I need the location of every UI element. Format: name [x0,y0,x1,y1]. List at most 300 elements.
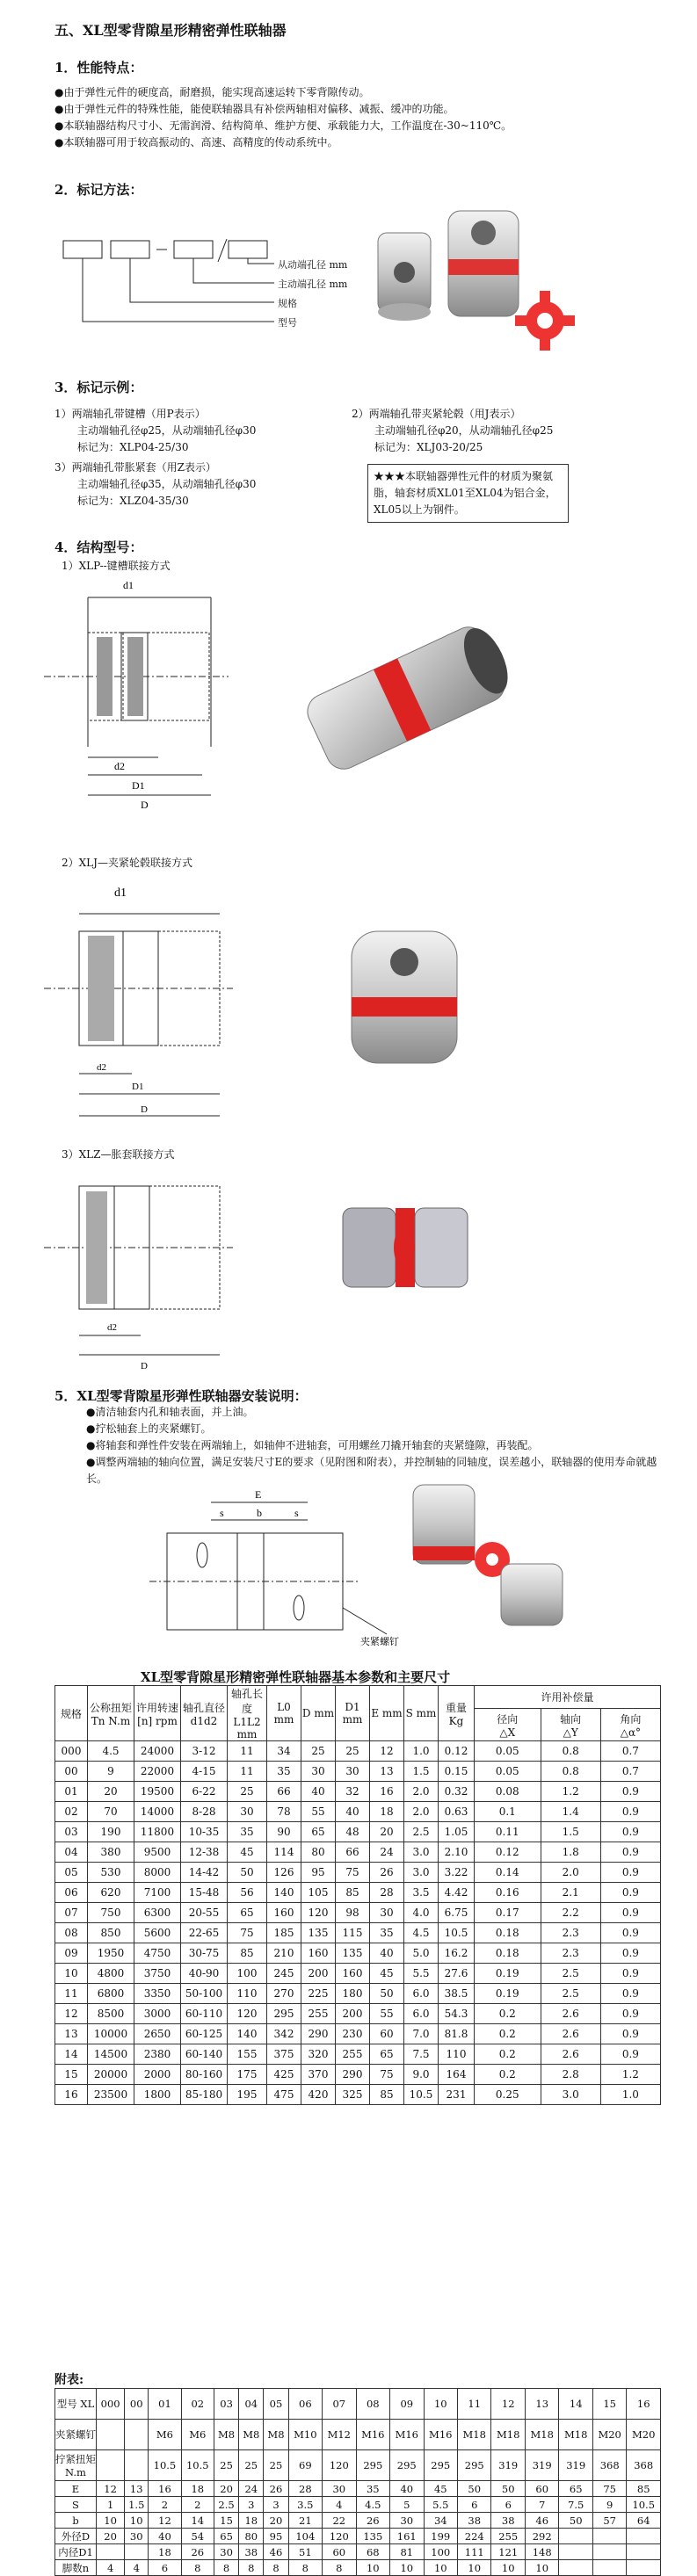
appendix-cell: 18 [239,2513,264,2529]
table-cell: 2.10 [439,1842,475,1863]
table-cell: 290 [336,2065,370,2085]
appendix-cell: 20 [264,2513,288,2529]
table-cell: 1.0 [600,2085,660,2105]
table-cell: 2.5 [404,1822,439,1842]
table-cell: 126 [267,1863,301,1883]
table-cell: 195 [228,2085,267,2105]
table-cell: 19500 [134,1782,181,1802]
appendix-cell: 24 [239,2481,264,2497]
type-xlz-label: 3）XLZ—胀套联接方式 [62,1148,175,1161]
example-2-title: 2）两端轴孔带夹紧轮毂（用J表示） [352,408,521,420]
table-cell: 55 [301,1802,336,1822]
appendix-cell: 6 [149,2560,181,2576]
table-cell: 6.0 [404,1984,439,2004]
appendix-row [55,2389,661,2420]
appendix-cell: 75 [592,2481,626,2497]
xlj-photo [325,914,483,1081]
table-cell: 20-55 [181,1903,228,1923]
table-cell: 120 [301,1903,336,1923]
table-cell: 2000 [134,2065,181,2085]
table-cell: 0.9 [600,1822,660,1842]
xlp-photo [290,606,519,782]
table-cell: 0.2 [475,2065,541,2085]
coupling-photo [369,198,598,356]
appendix-cell: 30 [390,2513,424,2529]
appendix-cell: 13 [125,2481,149,2497]
appendix-cell: 12 [491,2389,525,2420]
appendix-cell: 10 [424,2389,457,2420]
col-header: L0 mm [267,1686,301,1741]
appendix-cell: 30 [214,2544,238,2560]
example-2 [352,406,668,456]
table-cell: 245 [267,1964,301,1984]
appendix-cell: 09 [390,2389,424,2420]
appendix-cell: 255 [491,2529,525,2544]
appendix-cell: 111 [458,2544,491,2560]
appendix-row-label: 型号 XL [55,2389,97,2420]
col-header [600,1709,660,1741]
table-cell: 0.9 [600,1943,660,1964]
table-row [55,1943,661,1964]
appendix-cell: 7.5 [559,2497,592,2513]
appendix-cell: M18 [559,2420,592,2450]
table-cell: 2.3 [541,1943,600,1964]
col-header: 重量 Kg [439,1686,475,1741]
table-row [55,1883,661,1903]
appendix-cell: 05 [264,2389,288,2420]
table-cell: 0.9 [600,1863,660,1883]
feature-item: ●本联轴器可用于较高振动的、高速、高精度的传动系统中。 [54,136,338,148]
appendix-cell: 000 [97,2389,125,2420]
table-cell: 08 [55,1923,88,1943]
table-cell: 40 [301,1782,336,1802]
table-cell: 11800 [134,1822,181,1842]
table-cell: 290 [301,2024,336,2044]
table-cell: 35 [267,1762,301,1782]
appendix-cell [559,2560,592,2576]
appendix-cell: 50 [559,2513,592,2529]
table-cell: 475 [267,2085,301,2105]
appendix-cell: 295 [424,2450,457,2481]
table-cell: 0.19 [475,1984,541,2004]
appendix-cell: M18 [458,2420,491,2450]
table-row [55,1802,661,1822]
table-cell: 0.9 [600,1923,660,1943]
table-cell: 25 [228,1782,267,1802]
table-cell: 66 [336,1842,370,1863]
feature-item: ●由于弹性元件的特殊性能，能使联轴器具有补偿两轴相对偏移、减振、缓冲的功能。 [54,103,454,115]
table-cell: 15-48 [181,1883,228,1903]
table-row [55,2065,661,2085]
appendix-table [54,2388,661,2576]
appendix-cell: 9 [592,2497,626,2513]
table-cell: 02 [55,1802,88,1822]
appendix-cell: 30 [125,2529,149,2544]
appendix-cell: 40 [390,2481,424,2497]
table-cell: 0.63 [439,1802,475,1822]
table-cell: 14500 [88,2044,134,2065]
table-cell: 6800 [88,1984,134,2004]
table-cell: 0.8 [541,1762,600,1782]
table-cell: 0.7 [600,1762,660,1782]
example-3-mark: 标记为：XLZ04-35/30 [77,495,189,507]
table-cell: 420 [301,2085,336,2105]
table-cell: 75 [228,1923,267,1943]
label-drive-bore: 主动端孔径 mm [278,279,348,290]
xlz-photo [334,1199,510,1305]
appendix-cell: 18 [181,2481,214,2497]
appendix-cell: 13 [525,2389,558,2420]
install-item: ●调整两端轴的轴向位置，满足安装尺寸E的要求（见附图和附表），并控制轴的同轴度，误差越小，联轴器的使用寿命就越长。 [86,1456,657,1485]
table-cell: 7.0 [404,2024,439,2044]
page-title: 五、XL型零背隙星形精密弹性联轴器 [54,22,287,39]
table-cell: 100 [228,1964,267,1984]
table-cell: 4750 [134,1943,181,1964]
table-cell: 01 [55,1782,88,1802]
table-cell: 120 [228,2004,267,2024]
appendix-cell: 3 [239,2497,264,2513]
table-cell: 8-28 [181,1802,228,1822]
appendix-cell: 26 [356,2513,389,2529]
dim-E: E [255,1488,262,1501]
appendix-cell: 4 [97,2560,125,2576]
appendix-cell: 40 [149,2529,181,2544]
table-cell: 66 [267,1782,301,1802]
appendix-cell: 69 [288,2450,322,2481]
table-cell: 4800 [88,1964,134,1984]
appendix-cell: 07 [323,2389,356,2420]
table-cell: 175 [228,2065,267,2085]
table-cell: 0.14 [475,1863,541,1883]
appendix-cell [592,2560,626,2576]
appendix-cell: 8 [323,2560,356,2576]
appendix-cell [592,2529,626,2544]
table-cell: 190 [88,1822,134,1842]
appendix-cell: 8 [181,2560,214,2576]
table-cell: 230 [336,2024,370,2044]
type-xlj-label: 2）XLJ—夹紧轮毂联接方式 [62,857,192,869]
appendix-cell: 319 [525,2450,558,2481]
table-cell: 09 [55,1943,88,1964]
table-cell: 2.0 [404,1802,439,1822]
appendix-cell: 4 [323,2497,356,2513]
appendix-cell [559,2529,592,2544]
appendix-cell: 65 [214,2529,238,2544]
table-cell: 6-22 [181,1782,228,1802]
table-cell: 3350 [134,1984,181,2004]
table-cell: 60 [370,2024,404,2044]
table-cell: 850 [88,1923,134,1943]
table-row [55,2024,661,2044]
table-cell: 70 [88,1802,134,1822]
table-cell: 0.2 [475,2024,541,2044]
appendix-cell: 15 [592,2389,626,2420]
appendix-row-label: E [55,2481,97,2497]
appendix-cell: 368 [592,2450,626,2481]
table-cell: 14000 [134,1802,181,1822]
table-cell: 60-125 [181,2024,228,2044]
label-spec: 规格 [278,298,297,309]
table-cell: 105 [301,1883,336,1903]
appendix-cell: 50 [491,2481,525,2497]
appendix-cell: 64 [627,2513,661,2529]
dim-d2: d2 [114,760,125,772]
appendix-cell: 60 [323,2544,356,2560]
appendix-cell: 10 [525,2560,558,2576]
table-cell: 10.5 [404,2085,439,2105]
appendix-row [55,2560,661,2576]
table-cell: 3.5 [404,1883,439,1903]
table-cell: 80-160 [181,2065,228,2085]
table-cell: 2380 [134,2044,181,2065]
red-spider-element [515,291,575,351]
table-cell: 60-140 [181,2044,228,2065]
table-cell: 200 [336,2004,370,2024]
table-cell: 185 [267,1923,301,1943]
appendix-cell: 135 [356,2529,389,2544]
table-cell: 10 [55,1964,88,1984]
table-cell: 11 [55,1984,88,2004]
table-cell: 375 [267,2044,301,2065]
appendix-cell: 8 [214,2560,238,2576]
table-cell: 85 [228,1943,267,1964]
table-cell: 16.2 [439,1943,475,1964]
dim-D: D [141,1104,148,1115]
appendix-cell: M18 [525,2420,558,2450]
table-cell: 0.32 [439,1782,475,1802]
appendix-row [55,2529,661,2544]
box-type [63,241,102,258]
table-cell: 40 [370,1943,404,1964]
table-cell: 12 [370,1741,404,1762]
appendix-cell: M10 [288,2420,322,2450]
table-cell: 03 [55,1822,88,1842]
feature-item: ●由于弹性元件的硬度高，耐磨损，能实现高速运转下零背隙传动。 [54,86,370,98]
table-cell: 45 [370,1964,404,1984]
appendix-row [55,2481,661,2497]
table-cell: 10-35 [181,1822,228,1842]
table-cell: 45 [228,1842,267,1863]
table-cell: 0.9 [600,2024,660,2044]
table-cell: 3.0 [541,2085,600,2105]
appendix-cell: 10.5 [149,2450,181,2481]
install-diagram [132,1485,431,1652]
table-cell: 1.5 [541,1822,600,1842]
example-3-desc: 主动端轴孔径φ35，从动端轴孔径φ30 [77,478,257,490]
table-cell: 155 [228,2044,267,2065]
appendix-cell: 2.5 [214,2497,238,2513]
table-cell: 3-12 [181,1741,228,1762]
appendix-cell: 20 [97,2529,125,2544]
table-row [55,2085,661,2105]
table-cell: 231 [439,2085,475,2105]
table-cell: 1800 [134,2085,181,2105]
table-cell: 0.9 [600,1903,660,1923]
table-cell: 140 [267,1883,301,1903]
table-cell: 180 [336,1984,370,2004]
table-cell: 9500 [134,1842,181,1863]
appendix-cell: 4.5 [356,2497,389,2513]
table-cell: 75 [370,2065,404,2085]
appendix-cell: 80 [239,2529,264,2544]
appendix-cell: 06 [288,2389,322,2420]
appendix-cell: 100 [424,2544,457,2560]
col-header [475,1709,541,1741]
table-cell: 24000 [134,1741,181,1762]
dim-d1: d1 [123,579,134,591]
table-cell: 2650 [134,2024,181,2044]
table-cell: 55 [370,2004,404,2024]
appendix-cell: M20 [592,2420,626,2450]
table-cell: 78 [267,1802,301,1822]
appendix-cell: 26 [264,2481,288,2497]
appendix-cell: M16 [424,2420,457,2450]
table-cell: 30-75 [181,1943,228,1964]
table-cell: 13 [370,1762,404,1782]
xlp-drawing [26,571,246,826]
table-cell: 10000 [88,2024,134,2044]
table-cell: 35 [228,1822,267,1842]
angular-unit: △α° [620,1726,642,1739]
table-cell: 28 [370,1883,404,1903]
table-cell: 530 [88,1863,134,1883]
table-cell: 40 [336,1802,370,1822]
appendix-cell: 10 [458,2560,491,2576]
table-cell: 25 [336,1741,370,1762]
table-cell: 6.0 [404,2004,439,2024]
table-cell: 04 [55,1842,88,1863]
appendix-cell: 51 [288,2544,322,2560]
table-cell: 295 [267,2004,301,2024]
section-heading-structure: 4．结构型号： [54,539,143,555]
table-row [55,1863,661,1883]
table-cell: 8500 [88,2004,134,2024]
appendix-cell: 10 [424,2560,457,2576]
table-row [55,1984,661,2004]
table-cell: 85-180 [181,2085,228,2105]
appendix-cell: 00 [125,2389,149,2420]
table-cell: 2.1 [541,1883,600,1903]
appendix-cell: 8 [239,2560,264,2576]
appendix-cell: 6 [491,2497,525,2513]
table-cell: 25 [301,1741,336,1762]
table-cell: 425 [267,2065,301,2085]
appendix-row-label: 脚数n [55,2560,97,2576]
table-cell: 2.6 [541,2004,600,2024]
table-cell: 0.18 [475,1943,541,1964]
table-cell: 4.42 [439,1883,475,1903]
table-cell: 11 [228,1762,267,1782]
appendix-cell: 14 [181,2513,214,2529]
appendix-cell: 319 [559,2450,592,2481]
table-cell: 0.9 [600,1964,660,1984]
appendix-cell: 5.5 [424,2497,457,2513]
col-header: D mm [301,1686,336,1741]
table-row [55,1964,661,1984]
appendix-cell: 04 [239,2389,264,2420]
col-header: D1 mm [336,1686,370,1741]
appendix-cell: M18 [491,2420,525,2450]
table-cell: 200 [301,1964,336,1984]
table-cell: 140 [228,2024,267,2044]
col-header: 轴孔长度 L1L2 mm [228,1686,267,1741]
appendix-cell: 81 [390,2544,424,2560]
example-2-desc: 主动端轴孔径φ20，从动端轴孔径φ25 [374,424,554,437]
appendix-cell: 10 [390,2560,424,2576]
table-cell: 30 [336,1762,370,1782]
table-cell: 0.9 [600,1984,660,2004]
dim-s-left: s [220,1507,224,1519]
features-list [54,84,670,151]
table-cell: 18 [370,1802,404,1822]
appendix-cell: 295 [356,2450,389,2481]
appendix-cell [125,2420,149,2450]
table-cell: 0.9 [600,1883,660,1903]
parameters-table [54,1685,661,2105]
table-cell: 3.0 [404,1842,439,1863]
appendix-cell: 1 [97,2497,125,2513]
table-cell: 0.9 [600,2044,660,2065]
table-cell: 0.9 [600,1802,660,1822]
appendix-cell: 20 [214,2481,238,2497]
section-heading-features: 1．性能特点： [54,60,143,76]
appendix-row [55,2497,661,2513]
table-cell: 0.18 [475,1923,541,1943]
table-cell: 135 [301,1923,336,1943]
dim-d1: d1 [114,886,127,900]
appendix-cell [97,2450,125,2481]
table-cell: 35 [370,1923,404,1943]
box-driven-bore [229,241,267,258]
table-cell: 0.2 [475,2044,541,2065]
table-cell: 270 [267,1984,301,2004]
appendix-cell: 38 [239,2544,264,2560]
table-cell: 60-110 [181,2004,228,2024]
radial-unit: △X [499,1726,516,1739]
appendix-cell: M6 [149,2420,181,2450]
example-1 [54,406,345,456]
table-cell: 225 [301,1984,336,2004]
table-cell: 110 [439,2044,475,2065]
table-cell: 110 [228,1984,267,2004]
appendix-cell: M16 [356,2420,389,2450]
table-cell: 85 [370,2085,404,2105]
install-item: ●将轴套和弹性件安装在两端轴上，如轴伸不进轴套，可用螺丝刀撬开轴套的夹紧缝隙，再装配。 [86,1439,539,1451]
table-cell: 00 [55,1762,88,1782]
table-cell: 3.0 [404,1863,439,1883]
table-cell: 0.05 [475,1762,541,1782]
appendix-cell: 104 [288,2529,322,2544]
table-cell: 0.05 [475,1741,541,1762]
table-cell: 2.8 [541,2065,600,2085]
table-cell: 160 [301,1943,336,1964]
table-cell: 3750 [134,1964,181,1984]
table-cell: 10.5 [439,1923,475,1943]
table-cell: 3000 [134,2004,181,2024]
table-cell: 12-38 [181,1842,228,1863]
appendix-row-label: 拧紧扭矩 N.m [55,2450,97,2481]
col-header: 轴孔直径 d1d2 [181,1686,228,1741]
install-item: ●清洁轴套内孔和轴表面，并上油。 [86,1406,254,1418]
label-type: 型号 [278,317,297,329]
appendix-cell: 22 [323,2513,356,2529]
appendix-cell: 26 [181,2544,214,2560]
table-cell: 50 [228,1863,267,1883]
table-cell: 2.0 [404,1782,439,1802]
table-row [55,1741,661,1762]
table-cell: 06 [55,1883,88,1903]
table-cell: 81.8 [439,2024,475,2044]
